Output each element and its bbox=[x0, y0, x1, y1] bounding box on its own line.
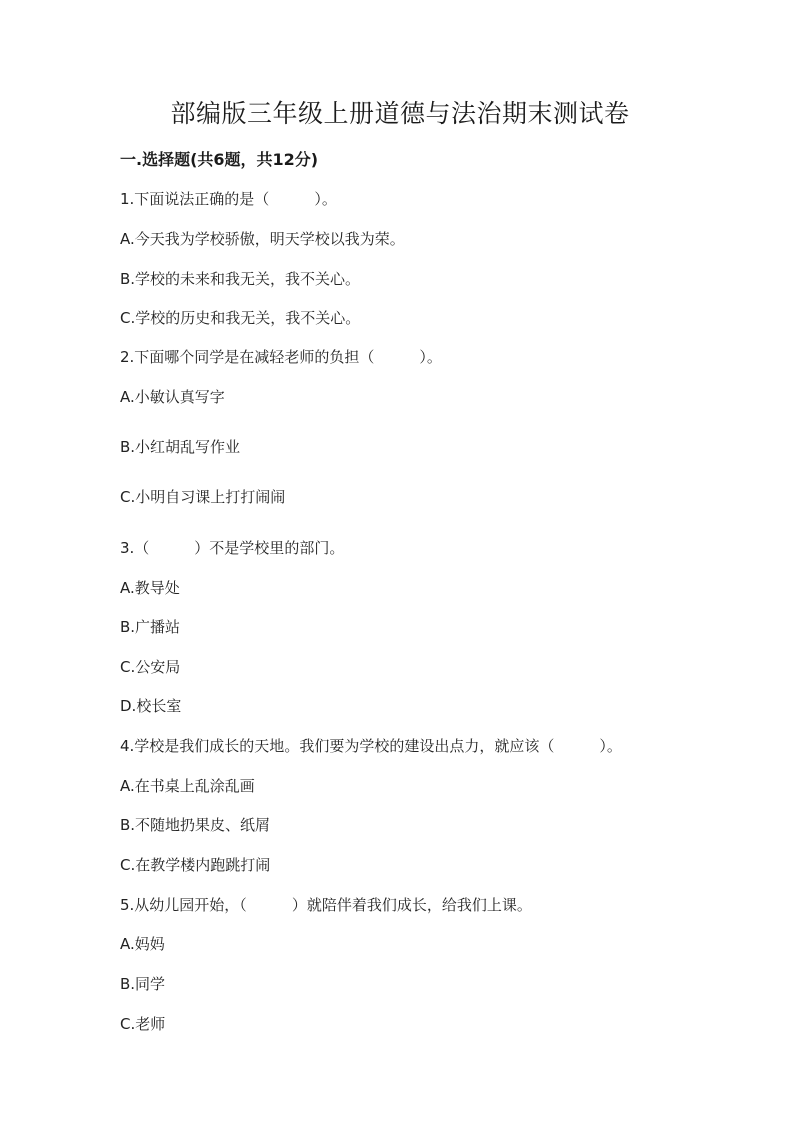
section-heading: 一.选择题(共6题，共12分) bbox=[120, 150, 319, 169]
answer-option: C.老师 bbox=[120, 1015, 166, 1033]
question-stem: 2.下面哪个同学是在减轻老师的负担（ ）。 bbox=[120, 348, 442, 366]
answer-option: B.学校的未来和我无关，我不关心。 bbox=[120, 270, 361, 288]
answer-option: C.学校的历史和我无关，我不关心。 bbox=[120, 309, 361, 327]
answer-option: D.校长室 bbox=[120, 697, 182, 715]
answer-option: A.妈妈 bbox=[120, 935, 165, 953]
answer-option: A.教导处 bbox=[120, 579, 180, 597]
answer-option: B.不随地扔果皮、纸屑 bbox=[120, 816, 271, 834]
answer-option: C.公安局 bbox=[120, 658, 181, 676]
question-stem: 3.（ ）不是学校里的部门。 bbox=[120, 539, 345, 557]
question-stem: 4.学校是我们成长的天地。我们要为学校的建设出点力，就应该（ ）。 bbox=[120, 737, 622, 755]
answer-option: A.在书桌上乱涂乱画 bbox=[120, 777, 255, 795]
answer-option: B.小红胡乱写作业 bbox=[120, 438, 241, 456]
answer-option: B.广播站 bbox=[120, 618, 181, 636]
page-title: 部编版三年级上册道德与法治期末测试卷 bbox=[170, 99, 630, 128]
answer-option: B.同学 bbox=[120, 975, 166, 993]
answer-option: C.在教学楼内跑跳打闹 bbox=[120, 856, 271, 874]
answer-option: A.今天我为学校骄傲，明天学校以我为荣。 bbox=[120, 230, 405, 248]
answer-option: C.小明自习课上打打闹闹 bbox=[120, 488, 286, 506]
answer-option: A.小敏认真写字 bbox=[120, 388, 225, 406]
question-stem: 5.从幼儿园开始，（ ）就陪伴着我们成长，给我们上课。 bbox=[120, 896, 532, 914]
question-stem: 1.下面说法正确的是（ ）。 bbox=[120, 190, 337, 208]
